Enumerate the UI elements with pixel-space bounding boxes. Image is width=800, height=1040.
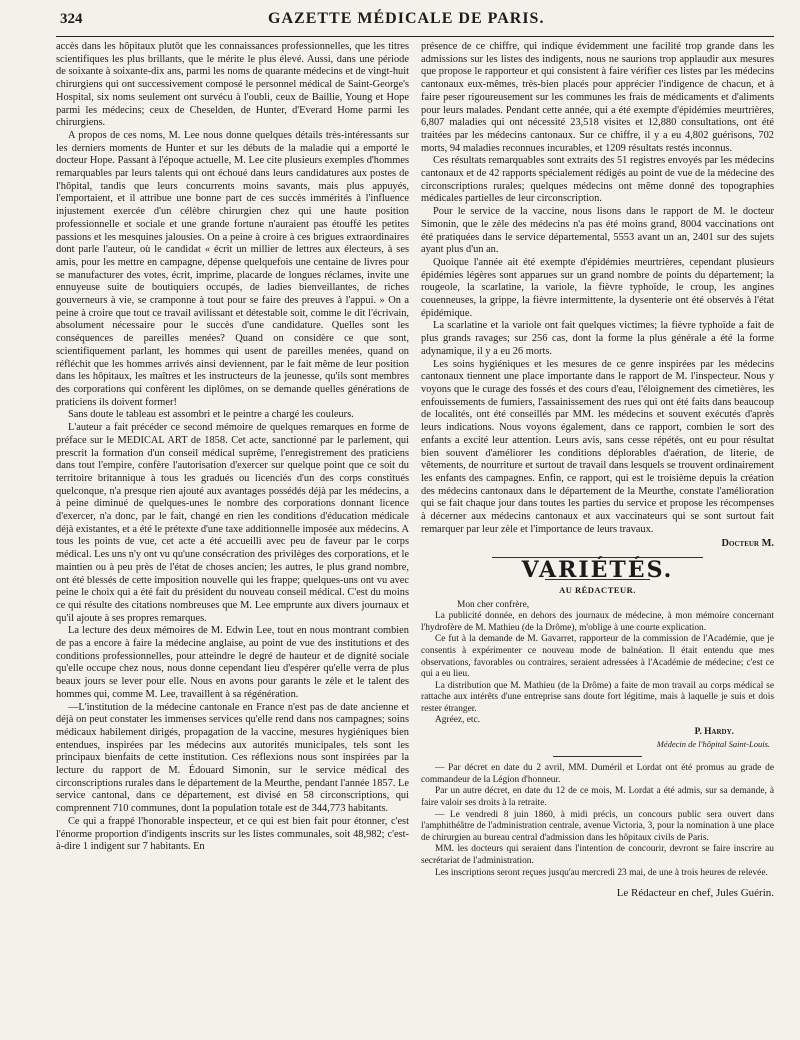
letter-paragraph: Ce fut à la demande de M. Gavarret, rapporteur de la commission de l'Académie, que je consentis à expérimenter ce nouveau mode de balnéation. Il était entendu que mes observations, favorables ou contraires, seraient adressées à l'Académie de médecine; c'est ce qui a eu lieu.: [421, 634, 774, 680]
varietes-title: VARIÉTÉS.: [521, 557, 674, 584]
news-item: MM. les docteurs qui seraient dans l'intention de concourir, devront se faire inscrire au secrétariat de l'administration.: [421, 844, 774, 866]
news-item: — Le vendredi 8 juin 1860, à midi précis, un concours public sera ouvert dans l'amphithéâtre de l'administration centrale, avenue Victoria, 3, pour la nomination à une place de chirurgien au bureau central d'admission dans les hôpitaux civils de Paris.: [421, 809, 774, 843]
letter-paragraph: La distribution que M. Mathieu (de la Drôme) a faite de mon travail au corps médical se rattache aux intérêts d'une entreprise sans doute fort légitime, mais à laquelle je suis et dois rester étranger.: [421, 680, 774, 714]
letter-body: [421, 600, 774, 751]
letter-signer: P. Hardy.: [694, 727, 734, 738]
left-paragraph: —L'institution de la médecine cantonale en France n'est pas de date ancienne et déjà on peut constater les immenses services qu'elle rend dans nos campagnes; soins médicaux habilement dirigés, propagation de la vaccine, mesures hygiéniques bien entendues, inspirées par les médecins aux autorités municipales, tels sont les principaux bienfaits de cette institution. Ces réflexions nous sont inspirées par la lecture du rapport de M. Édouard Simonin, sur le service médical des circonscriptions rurales dans le département de la Meurthe, pendant l'année 1857. Le service cantonal, dans ce département, est divisé en 58 circonscriptions, qui comprennent 710 communes, dont la population totale est de 344,773 habitants.: [56, 701, 409, 815]
journal-title: GAZETTE MÉDICALE DE PARIS.: [268, 10, 545, 27]
news-section: [421, 763, 774, 879]
left-paragraph: Ce qui a frappé l'honorable inspecteur, et ce qui est bien fait pour étonner, c'est l'énorme proportion d'indigents inscrits sur les listes communales, soit 48,982; c'est-à-dire 1 indigent sur 7 habitants. En: [56, 815, 409, 853]
right-paragraph: Les soins hygiéniques et les mesures de ce genre inspirées par les médecins cantonaux tiennent une place importante dans le rapport de M. l'inspecteur. Nous y voyons que le curage des fossés et des cours d'eau, l'éloignement des cimetières, les enfouissements de fumiers, l'assainissement des rues qui ont été faits dans beaucoup de localités, ont été conseillés par MM. les médecins et souvent exécutés d'après leurs indications. Nous voyons également, dans ce rapport, combien le sort des enfants a excité leur attention. Leurs avis, sans cesse répétés, ont eu pour résultat bien souvent d'améliorer les conditions déplorables d'aération, de literie, de vêtements, de nourriture et surtout de travail dans lesquels se trouvent ordinairement les enfants des campagnes. Enfin, ce rapport, qui est le troisième depuis la création des médecins cantonaux dans le département de la Meurthe, constate l'amélioration qui se fait chaque jour dans toutes les parties du service et propose les récompenses à décerner aux médecins cantonaux et aux vaccinateurs qui se sont surtout fait remarquer par leur zèle et l'importance de leurs travaux.: [421, 358, 774, 535]
article-columns: [56, 41, 774, 1031]
news-item: Par un autre décret, en date du 12 de ce mois, M. Lordat a été admis, sur sa demande, à faire valoir ses droits à la retraite.: [421, 786, 774, 809]
left-column: [56, 41, 409, 1031]
letter-salutation: Mon cher confrère,: [457, 599, 530, 610]
letter-closing: Agréez, etc.: [435, 715, 481, 726]
right-paragraph: Pour le service de la vaccine, nous lisons dans le rapport de M. le docteur Simonin, que le zèle des médecins n'a pas été moins grand, 8004 vaccinations ont été pratiquées dans le service départemental, 5553 avant un an, 2401 sur des sujets ayant plus d'un an.: [421, 206, 774, 256]
letter-paragraph: La publicité donnée, en dehors des journaux de médecine, à mon mémoire concernant l'hydrofère de M. Mathieu (de la Drôme), m'oblige à une courte explication.: [421, 611, 774, 633]
left-paragraph: La lecture des deux mémoires de M. Edwin Lee, tout en nous montrant combien de pas a encore à faire la médecine anglaise, au point de vue des institutions et des conditions professionnelles, pour atteindre le degré de hauteur et de dignité sociale qu'elle occupe chez nous, nous donne cependant lieu d'espérer qu'elle verra de plus beaux jours se lever pour elle. Nous en avons pour garants le zèle et le talent des hommes qui, comme M. Lee, travaillent à sa régénération.: [56, 625, 409, 700]
news-item: Les inscriptions seront reçues jusqu'au mercredi 23 mai, de une à trois heures de relevée.: [435, 867, 768, 878]
header-rule: [56, 36, 774, 37]
page-header: [56, 10, 774, 34]
right-paragraph: La scarlatine et la variole ont fait quelques victimes; la fièvre typhoïde a fait de plus grands ravages; sur 256 cas, dont la forme la plus générale a été la forme adynamique, il y a eu 26 morts.: [421, 320, 774, 357]
right-column: [421, 41, 774, 1031]
left-paragraph: A propos de ces noms, M. Lee nous donne quelques détails très-intéressants sur les derniers moments de Hunter et sur les débuts de la maladie qui a emporté le docteur Hope. Passant à l'époque actuelle, M. Lee cite plusieurs exemples d'hommes remarquables par leurs talents qui ont échoué dans leurs candidatures aux postes de l'hôpital, tandis que leurs concurrents moins savants, mais plus appuyés, l'emportaient, et il attribue une bonne part de ces succès immérités à l'influence injustement exercée d'un célèbre chirurgien chez qui une haute position professionnelle et sociale et une grande fortune n'auraient pas étouffé les petites passions et les mesquines jalousies. On a peine à croire à ces brigues extraordinaires dont parle l'auteur, où le candidat « écrit un millier de lettres aux électeurs, à ses amis, pour les mettre en campagne, dépense quelquefois une centaine de livres pour se manufacturer des votes, écrit, imprime, placarde de longues réclames, invite une ennuyeuse suite de boutiquiers occupés, de ladies bienveillantes, de riches gouverneurs à vie, se cramponne à tout pour se faire des preuves à l'appui. » On a peine à croire que tout ce travail avilissant et détestable soit, comme le dit l'écrivain, absolument nécessaire pour le succès d'une candidature. Quelles sont les conséquences de pareilles menées? Quand on considère ce que sont, scientifiquement parlant, les hommes qui usent de pareilles menées, quand on réfléchit que les hommes arrivés ainsi deviennent, par le fait même de leur position dans les hôpitaux, les maîtres et les instructeurs de la jeunesse, qu'ils sont membres des corporations qui confèrent les diplômes, on se demande quelles générations de praticiens ils doivent former!: [56, 129, 409, 408]
page-number: 324: [60, 11, 83, 27]
article-signature: Docteur M.: [721, 538, 774, 550]
right-paragraph: Quoique l'année ait été exempte d'épidémies meurtrières, cependant plusieurs épidémies légères sont apparues sur un grand nombre de points du département; la rougeole, la scarlatine, la variole, la fièvre typhoïde, le croup, les angines couenneuses, la grippe, la fièvre intermittente, la dysenterie ont été observés à l'état épidémique.: [421, 256, 774, 319]
news-item: — Par décret en date du 2 avril, MM. Duméril et Lordat ont été promus au grade de commandeur de la Légion d'honneur.: [421, 763, 774, 785]
right-paragraph: présence de ce chiffre, qui indique évidemment une facilité trop grande dans les admissions sur les listes des indigents, nous ne saurions trop applaudir aux mesures que propose le rapporteur et qui consistent à faire vérifier ces listes par les médecins cantonaux eux-mêmes, très-bien placés pour apprécier l'indigence de chacun, et à faire peser rigoureusement sur les communes les frais de médicaments et d'aliments pour leurs malades. Pendant cette année, qui a été exempte d'épidémies meurtrières, 6,807 maladies qui ont nécessité 23,518 visites et 12,880 consultations, ont été traitées par les médecins cantonaux. Sur ce chiffre, il y a eu 4,802 guérisons, 702 morts, 94 maladies reconnues incurables, et 1209 résultats restés inconnus.: [421, 41, 774, 154]
left-paragraph: accès dans les hôpitaux plutôt que les connaissances professionnelles, que les titres scientifiques les plus brillants, que le mérite le plus élevé. Aussi, dans une période de soixante à soixante-dix ans, parmi les noms de quarante médecins et de vingt-huit chirurgiens qui ont successivement composé le personnel médical de Saint-George's Hospital, six noms seulement ont survécu à l'oubli, ceux de Baillie, Young et Hope parmi les médecins; ceux de Cheselden, de Hunter, d'Everard Home parmi les chirurgiens.: [56, 41, 409, 129]
right-paragraph: Ces résultats remarquables sont extraits des 51 registres envoyés par les médecins cantonaux et de 42 rapports spécialement rédigés au point de vue de la médecine des circonscriptions rurales; quelques médecins ont même donné des topographies médicales partielles de leur circonscription.: [421, 155, 774, 205]
letter-addressee: AU RÉDACTEUR.: [559, 584, 636, 595]
left-paragraph: L'auteur a fait précéder ce second mémoire de quelques remarques en forme de préface sur le MEDICAL ART de 1858. Cet acte, sanctionné par le parlement, qui prescrit la formation d'un conseil médical suprême, l'enregistrement des praticiens dans tout l'empire, confère l'autorisation d'exercer sur quelque point que ce soit du territoire britannique à tous les gradués ou licenciés d'un des corps constitués quelconque, n'a presque rien ajouté aux avantages possédés déjà par les médecins, a à peine diminué de quelques-unes le nombre des corporations donnant licence d'exercer, n'a donc, par le fait, changé en rien les conditions d'éducation médicale déjà existantes, et a été le prétexte d'une taxe additionnelle imposée aux médecins. A tous les points de vue, cet acte a été accueilli avec peu de faveur par le corps médical. Les uns n'y ont vu qu'une consécration des privilèges des corporations, et le maintien ou à peu près de l'état de choses ancien; les autres, le plus grand nombre, ont été blessés de cette imposition nouvelle qui les frappe; quelques-uns ont vu avec peine le choix qui a été fait du président du nouveau conseil médical. C'est du moins ce qui résulte des citations nombreuses que M. Lee emprunte aux divers journaux et qu'il ajoute à ses propres remarques.: [56, 422, 409, 624]
editor-in-chief-line: Le Rédacteur en chef, Jules Guérin.: [616, 887, 774, 900]
left-paragraph: Sans doute le tableau est assombri et le peintre a chargé les couleurs.: [68, 409, 354, 421]
news-divider: [553, 756, 641, 757]
letter-signer-title: Médecin de l'hôpital Saint-Louis.: [656, 738, 770, 749]
